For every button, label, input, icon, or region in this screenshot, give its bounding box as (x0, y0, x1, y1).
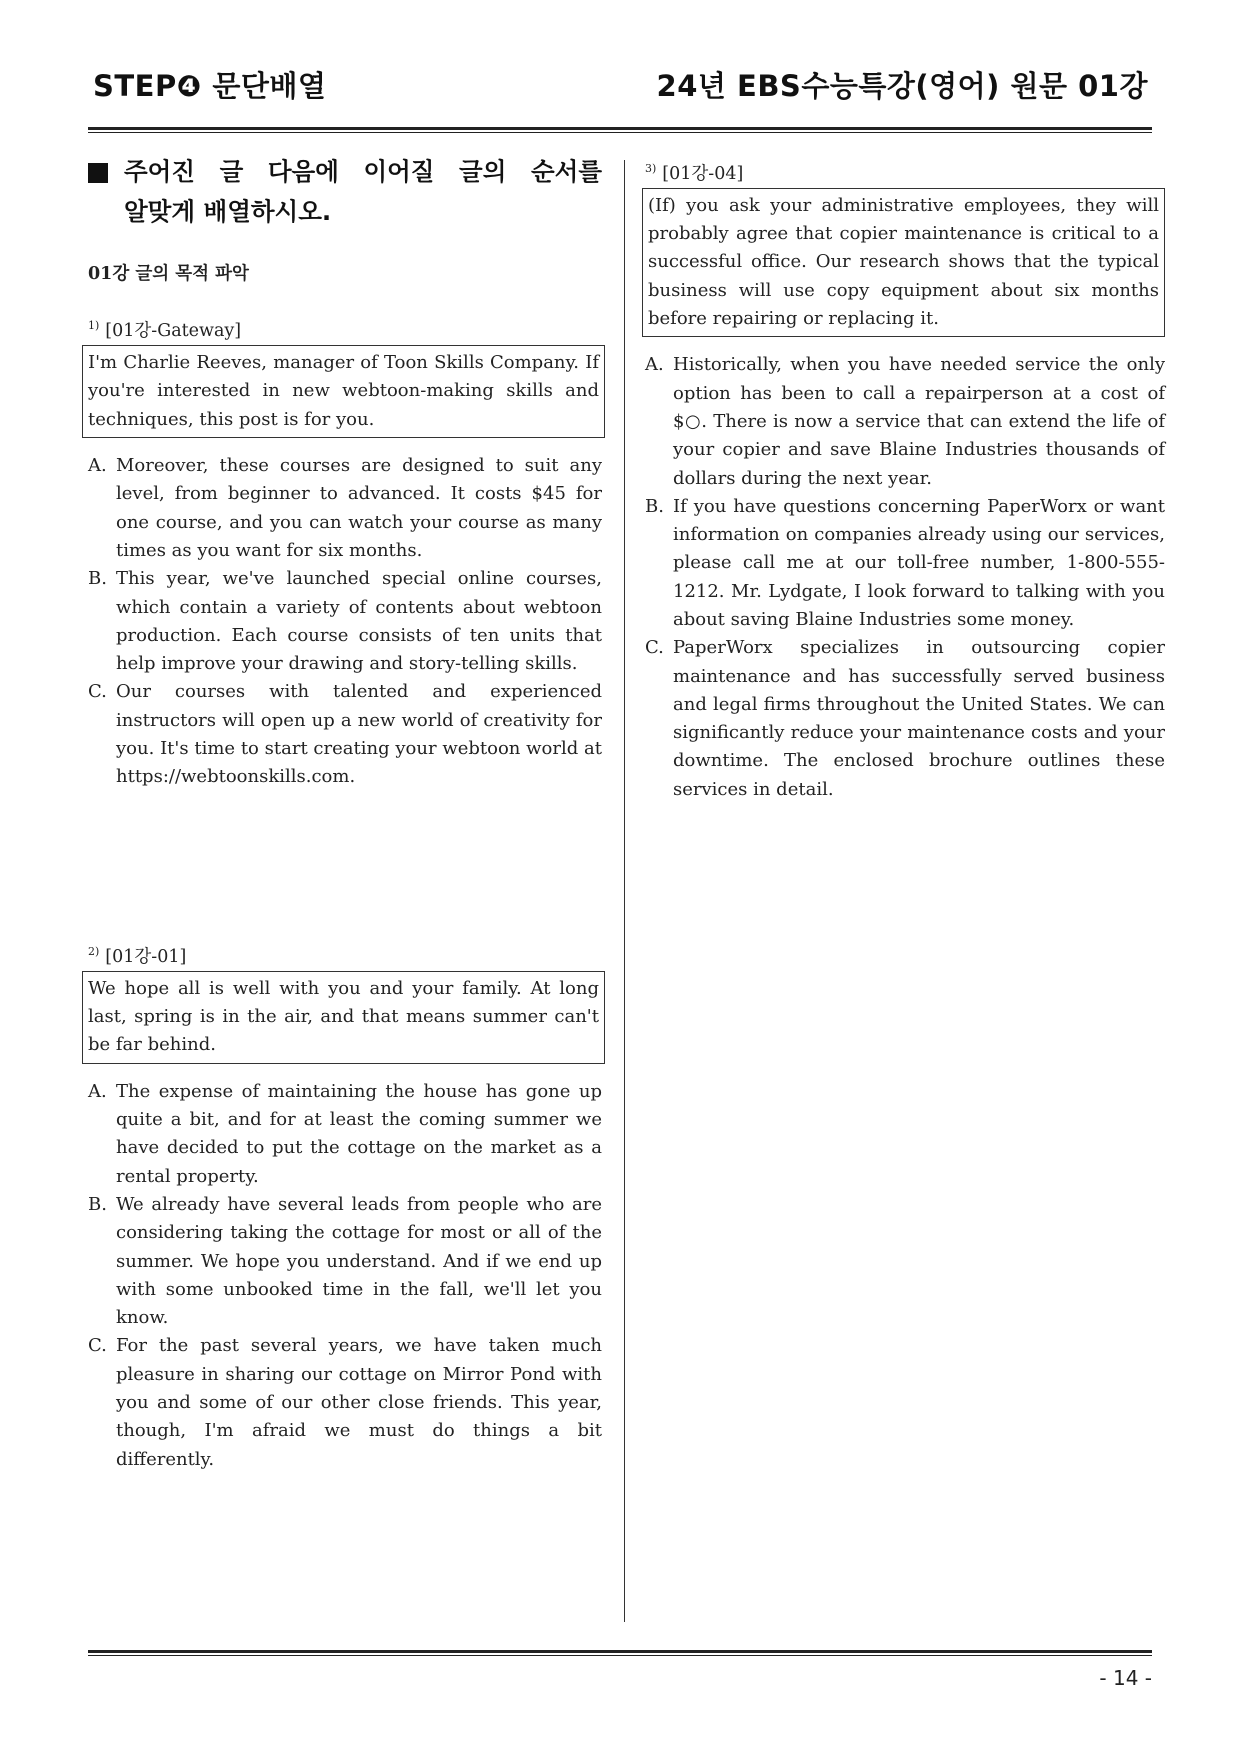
option-item (88, 1191, 602, 1332)
option-item (88, 565, 602, 678)
option-letter: B. (645, 495, 664, 517)
question-label (645, 158, 1165, 185)
option-item (88, 678, 602, 791)
question-number: 2) (88, 945, 100, 958)
question-label (88, 941, 602, 968)
option-letter: B. (88, 1193, 107, 1215)
source-title: 24년 EBS수능특강(영어) 원문 01강 (656, 69, 1148, 103)
option-text: PaperWorx specializes in outsourcing copier maintenance and has successfully served business and legal firms throughout the United States. We can significantly reduce your maintenance costs and your downtime. The enclosed brochure outlines these services in detail. (673, 637, 1165, 800)
square-bullet-icon (88, 163, 108, 183)
option-item (645, 493, 1165, 634)
option-letter: A. (88, 1080, 107, 1102)
page-number: - 14 - (1099, 1666, 1152, 1690)
header-rule-thick (88, 127, 1152, 130)
given-passage: We hope all is well with you and your family. At long last, spring is in the air, and that means summer can't be far behind. (82, 971, 605, 1064)
option-letter: C. (645, 637, 664, 659)
option-text: Historically, when you have needed service the only option has been to call a repairperson at a cost of $○. There is now a service that can extend the life of your copier and save Blaine Industries thousands of dollars during the next year. (673, 354, 1165, 489)
option-item (645, 351, 1165, 492)
question-source: [01강-Gateway] (105, 321, 242, 342)
option-letter: C. (88, 1335, 107, 1357)
question-number: 1) (88, 319, 100, 333)
option-list (645, 351, 1165, 804)
instruction-line-1: 주어진 글 다음에 이어질 글의 순서를 (124, 157, 602, 186)
question-1 (88, 315, 602, 791)
right-column (645, 152, 1165, 804)
question-3 (645, 158, 1165, 804)
option-text: We already have several leads from people who are considering taking the cottage for most or all of the summer. We hope you understand. And if we end up with some unbooked time in the fall, we'll let you know. (116, 1193, 602, 1329)
option-letter: A. (645, 354, 664, 376)
given-passage: (If) you ask your administrative employees, they will probably agree that copier maintenance is critical to a successful office. Our research shows that the typical business will use copy equipment about six months before repairing or replacing it. (642, 188, 1165, 337)
option-item (88, 1332, 602, 1473)
option-letter: B. (88, 568, 107, 590)
option-item (88, 452, 602, 565)
question-label (88, 315, 602, 342)
step-title: STEP❹ 문단배열 (93, 69, 327, 103)
option-text: Our courses with talented and experienced instructors will open up a new world of creativity for you. It's time to start creating your webtoon world at https://webtoonskills.com. (116, 681, 602, 788)
page-header (88, 60, 1152, 110)
question-source: [01강-04] (662, 163, 744, 184)
left-column (88, 152, 602, 1470)
option-item (645, 634, 1165, 804)
option-text: This year, we've launched special online courses, which contain a variety of contents about webtoon production. Each course consists of ten units that help improve your drawing and story-telling skills. (116, 568, 602, 675)
option-text: The expense of maintaining the house has gone up quite a bit, and for at least the coming summer we have decided to put the cottage on the market as a rental property. (116, 1080, 602, 1187)
question-number: 3) (645, 162, 657, 175)
question-2 (88, 941, 602, 1474)
given-passage: I'm Charlie Reeves, manager of Toon Skills Company. If you're interested in new webtoon-making skills and techniques, this post is for you. (82, 345, 605, 438)
option-letter: A. (88, 455, 107, 477)
footer-rule-thick (88, 1650, 1152, 1653)
header-rule-thin (88, 132, 1152, 133)
footer-rule-thin (88, 1655, 1152, 1656)
option-letter: C. (88, 681, 107, 703)
option-text: Moreover, these courses are designed to suit any level, from beginner to advanced. It costs $45 for one course, and you can watch your course as many times as you want for six months. (116, 455, 602, 561)
option-text: If you have questions concerning PaperWorx or want information on companies already using our services, please call me at our toll-free number, 1-800-555-1212. Mr. Lydgate, I look forward to talking with you about saving Blaine Industries some money. (673, 495, 1165, 630)
option-list (88, 1078, 602, 1474)
instruction-line-2: 알맞게 배열하시오. (124, 197, 332, 226)
instruction (88, 152, 602, 232)
section-title: 01강 글의 목적 파악 (88, 264, 249, 284)
option-item (88, 1078, 602, 1191)
option-text: For the past several years, we have taken much pleasure in sharing our cottage on Mirror Pond with you and some of our other close friends. This year, though, I'm afraid we must do things a bit differently. (116, 1335, 602, 1470)
question-source: [01강-01] (105, 946, 187, 967)
column-divider (624, 160, 625, 1622)
option-list (88, 452, 602, 792)
